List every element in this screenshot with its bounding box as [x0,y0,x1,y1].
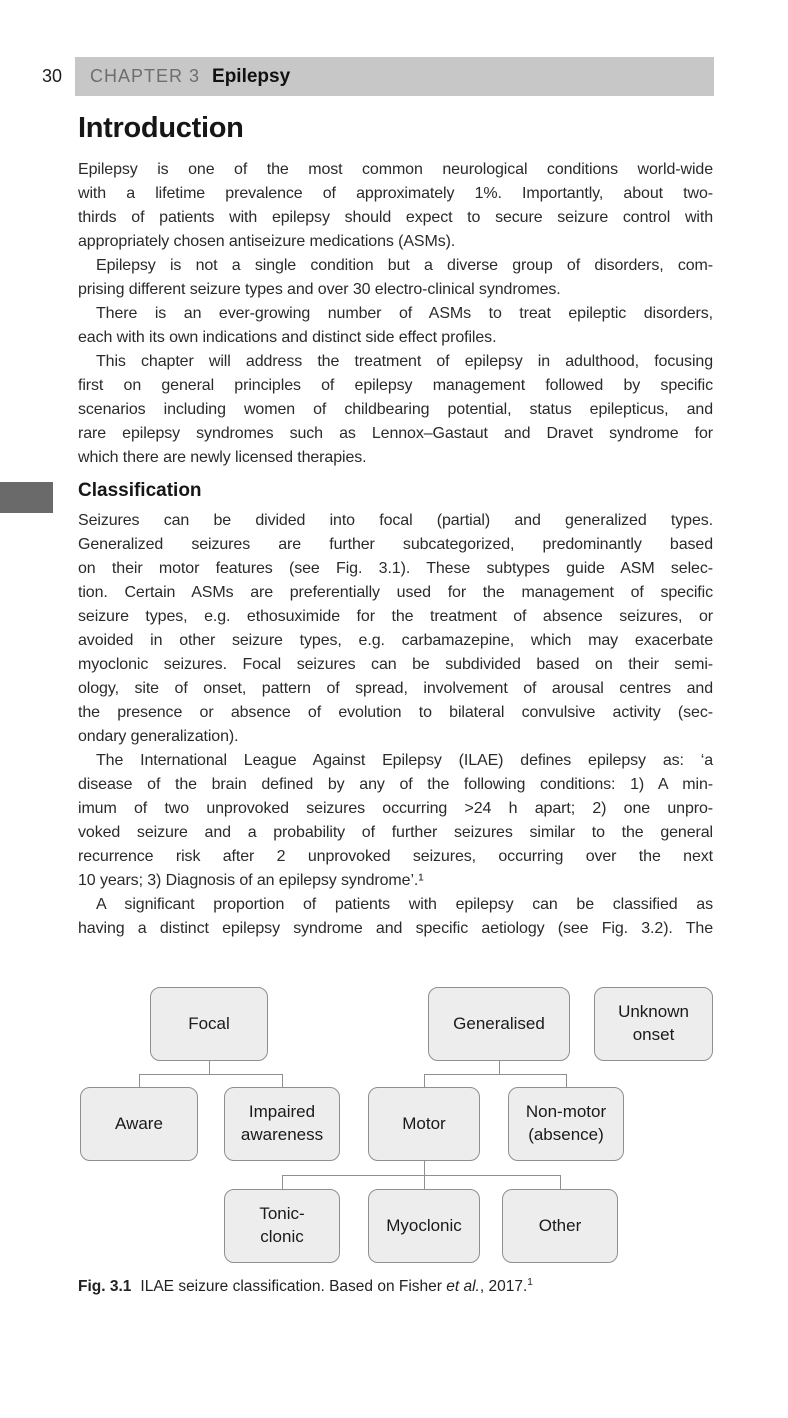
paragraph [78,509,713,749]
text-line: This chapter will address the treatment of epilepsy in adulthood, focusing [96,353,713,370]
flowchart-node-motor [368,1087,480,1161]
flowchart-node-aware [80,1087,198,1161]
text-line: prising different seizure types and over 30 electro-clinical syndromes. [78,281,561,298]
paragraph [78,893,713,941]
text-line: with a lifetime prevalence of approximately 1%. Importantly, about two- [78,185,713,202]
section-heading-introduction: Introduction [78,112,244,144]
connector-line [560,1175,561,1189]
connector-line [499,1061,500,1074]
text-line: thirds of patients with epilepsy should expect to secure seizure control with [78,209,713,226]
text-line: A significant proportion of patients with epilepsy can be classified as [96,896,713,913]
text-line: each with its own indications and distinct side effect profiles. [78,329,497,346]
paragraph [78,350,713,470]
connector-line [282,1175,283,1189]
flowchart-node-generalised [428,987,570,1061]
connector-line [424,1161,425,1175]
page-content [78,95,713,1296]
paragraph [78,158,713,254]
flowchart-node-label: Non-motor [525,1102,607,1122]
flowchart-node-label: onset [632,1025,675,1044]
text-line: There is an ever-growing number of ASMs to treat epileptic disorders, [96,305,713,322]
flowchart-node-myoclonic [368,1189,480,1263]
flowchart-node-label: Focal [188,1013,230,1033]
connector-line [209,1061,210,1074]
text-line: appropriately chosen antiseizure medications (ASMs). [78,233,456,250]
section-heading-classification: Classification [78,480,202,501]
text-line: voked seizure and a probability of further seizures similar to the general [78,824,713,841]
text-line: the presence or absence of evolution to bilateral convulsive activity (sec- [78,704,713,721]
text-line: on their motor features (see Fig. 3.1). These subtypes guide ASM selec- [78,560,713,577]
flowchart-node-label: awareness [240,1125,324,1144]
introduction-paragraphs [78,158,713,470]
flowchart-node-label: Unknown [618,1002,689,1022]
chapter-title: Epilepsy [212,65,291,87]
text-line: ology, site of onset, pattern of spread, involvement of arousal centres and [78,680,713,697]
text-line: recurrence risk after 2 unprovoked seizures, occurring over the next [78,848,713,865]
figure-caption-label: Fig. 3.1 [78,1278,132,1295]
connector-line [424,1175,425,1189]
figure-caption-text: ILAE seizure classification. Based on Fisher [140,1278,447,1295]
flowchart-node-impaired [224,1087,340,1161]
figure-ilae-seizure-classification [78,983,713,1265]
text-line: Generalized seizures are further subcategorized, predominantly based [78,536,713,553]
flowchart-node-label: Generalised [453,1013,545,1033]
text-line: The International League Against Epilepsy (ILAE) defines epilepsy as: ‘a [96,752,713,769]
flowchart-node-label: (absence) [528,1125,604,1144]
flowchart-node-tonic [224,1189,340,1263]
text-line: Epilepsy is not a single condition but a diverse group of disorders, com- [96,257,713,274]
flowchart-node-label: Other [538,1215,582,1235]
connector-line [424,1074,425,1087]
paragraph [78,254,713,302]
figure-caption-tail: , 2017. [479,1278,528,1295]
connector-line [424,1074,566,1075]
page-number: 30 [42,66,63,86]
flowchart-node-label: Myoclonic [386,1215,462,1235]
chapter-thumb-tab [0,482,53,513]
text-line: Epilepsy is one of the most common neurological conditions world-wide [78,161,713,178]
flowchart-node-unknown [594,987,713,1061]
flowchart-node-nonmotor [508,1087,624,1161]
connector-line [139,1074,140,1087]
figure-caption-italic: et al. [446,1278,480,1295]
flowchart-node-label: Impaired [248,1102,316,1122]
flowchart-node-other [502,1189,618,1263]
chapter-label: CHAPTER 3 [90,66,201,86]
text-line: which there are newly licensed therapies. [78,449,367,466]
figure-caption-reference: 1 [527,1276,533,1288]
text-line: imum of two unprovoked seizures occurring >24 h apart; 2) one unpro- [78,800,713,817]
text-line: rare epilepsy syndromes such as Lennox–Gastaut and Dravet syndrome for [78,425,713,442]
flowchart-node-label: Motor [402,1113,446,1133]
text-line: myoclonic seizures. Focal seizures can be subdivided based on their semi- [78,656,713,673]
chapter-header-bar [75,57,714,96]
text-line: ondary generalization). [78,728,239,745]
connector-line [566,1074,567,1087]
connector-line [139,1074,282,1075]
classification-paragraphs [78,509,713,941]
paragraph [78,749,713,893]
text-line: scenarios including women of childbearing potential, status epilepticus, and [78,401,713,418]
text-line: tion. Certain ASMs are preferentially used for the management of specific [78,584,713,601]
connector-line [282,1175,560,1176]
text-line: Seizures can be divided into focal (partial) and generalized types. [78,512,713,529]
text-line: seizure types, e.g. ethosuximide for the treatment of absence seizures, or [78,608,713,625]
text-line: 10 years; 3) Diagnosis of an epilepsy syndrome’.¹ [78,872,424,889]
text-line: avoided in other seizure types, e.g. carbamazepine, which may exacerbate [78,632,713,649]
text-line: first on general principles of epilepsy management followed by specific [78,377,713,394]
connector-line [282,1074,283,1087]
flowchart-node-label: clonic [260,1227,304,1246]
text-line: having a distinct epilepsy syndrome and specific aetiology (see Fig. 3.2). The [78,920,713,937]
flowchart-node-focal [150,987,268,1061]
flowchart-node-label: Aware [115,1113,163,1133]
text-line: disease of the brain defined by any of the following conditions: 1) A min- [78,776,713,793]
flowchart-node-label: Tonic- [259,1204,305,1224]
figure-caption [78,1278,713,1296]
paragraph [78,302,713,350]
